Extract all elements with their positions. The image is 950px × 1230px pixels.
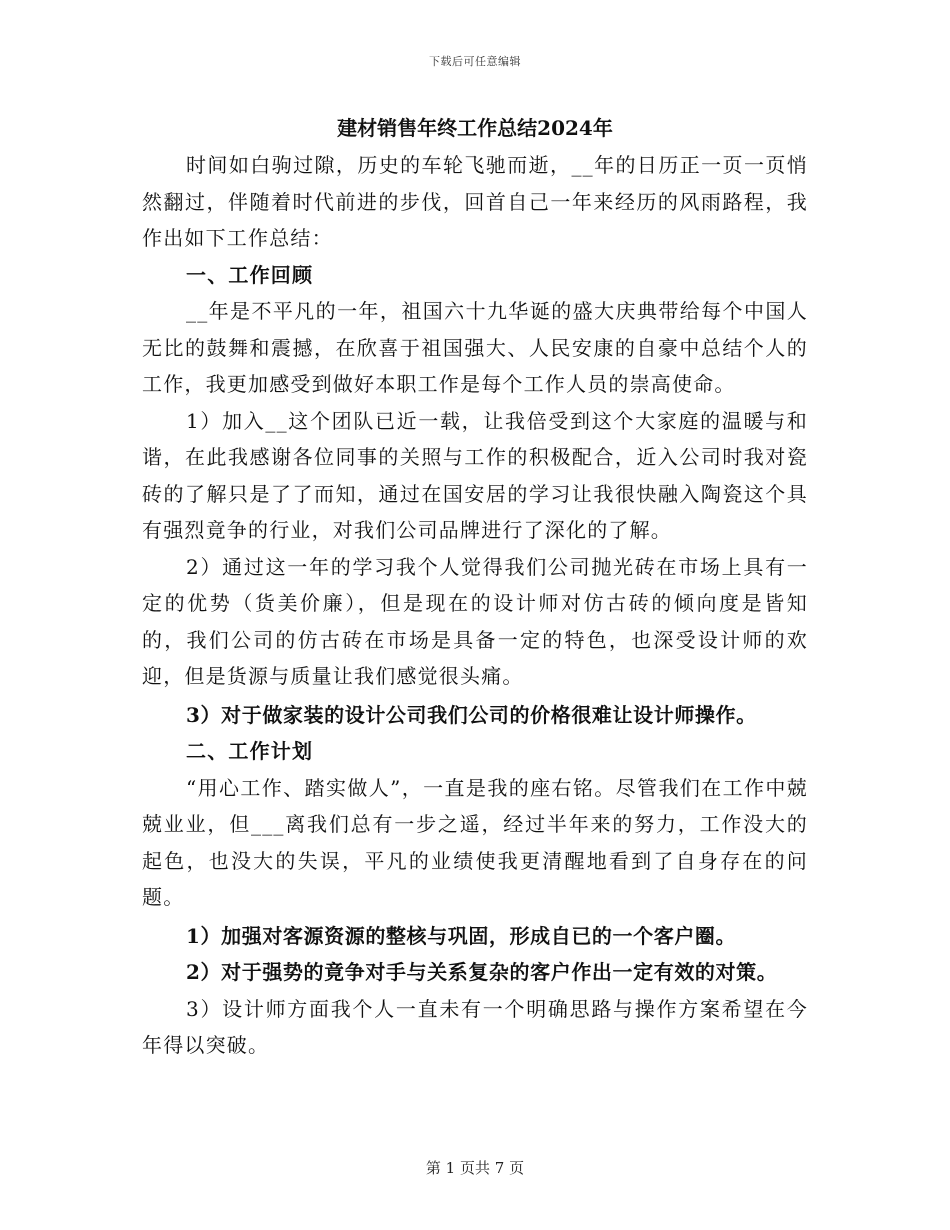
document-body [142, 112, 808, 1064]
document-title: 建材销售年终工作总结2024年 [337, 116, 613, 140]
review-item-3: 3）对于做家装的设计公司我们公司的价格很难让设计师操作。 [186, 702, 757, 727]
intro-paragraph: 时间如白驹过隙，历史的车轮飞驰而逝，__年的日历正一页一页悄然翻过，伴随着时代前进的步伐，回首自己一年来经历的风雨路程，我作出如下工作总结： [142, 153, 808, 250]
page-number: 第 1 页共 7 页 [425, 1159, 525, 1177]
section-heading-plan: 二、工作计划 [186, 739, 314, 763]
plan-item-2: 2）对于强势的竟争对手与关系复杂的客户作出一定有效的对策。 [186, 960, 778, 984]
review-item-1: 1）加入__这个团队已近一载，让我倍受到这个大家庭的温暖与和谐，在此我感谢各位同事的关照与工作的积极配合，近入公司时我对瓷砖的了解只是了了而知，通过在国安居的学习让我很快融入陶瓷这个具有强烈竟争的行业，对我们公司品牌进行了深化的了解。 [142, 408, 808, 542]
plan-paragraph: “用心工作、踏实做人”，一直是我的座右铭。尽管我们在工作中兢兢业业，但___离我们总有一步之遥，经过半年来的努力，工作没大的起色，也没大的失误，平凡的业绩使我更清醒地看到了自身存在的问题。 [142, 775, 808, 909]
plan-item-1: 1）加强对客源资源的整核与巩固，形成自已的一个客户圈。 [186, 923, 737, 948]
header-note: 下载后可任意编辑 [429, 55, 521, 68]
section-heading-review: 一、工作回顾 [186, 262, 314, 287]
review-paragraph: __年是不平凡的一年，祖国六十九华诞的盛大庆典带给每个中国人无比的鼓舞和震撼，在欣喜于祖国强大、人民安康的自豪中总结个人的工作，我更加感受到做好本职工作是每个工作人员的崇高使命。 [142, 299, 808, 396]
plan-item-3: 3）设计师方面我个人一直未有一个明确思路与操作方案希望在今年得以突破。 [142, 996, 808, 1057]
review-item-2: 2）通过这一年的学习我个人觉得我们公司抛光砖在市场上具有一定的优势（货美价廉），但是现在的设计师对仿古砖的倾向度是皆知的，我们公司的仿古砖在市场是具备一定的特色，也深受设计师的欢迎，但是货源与质量让我们感觉很头痛。 [142, 554, 808, 688]
